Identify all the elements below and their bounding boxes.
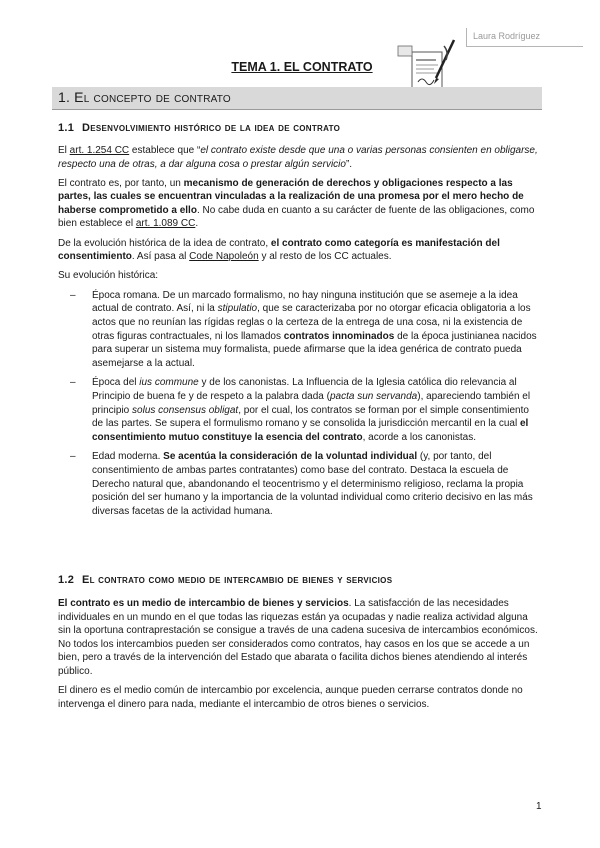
subsection-title: El contrato como medio de intercambio de bienes y servicios xyxy=(82,574,393,586)
paragraph: De la evolución histórica de la idea de contrato, el contrato como categoría es manifestación del consentimiento. Así pasa al Code Napoleón y al resto de los CC actuales. xyxy=(58,237,500,263)
law-reference-link[interactable]: art. 1.254 CC xyxy=(69,145,130,156)
section-header-bar xyxy=(52,87,542,110)
subsection-body xyxy=(58,597,542,717)
paragraph: Su evolución histórica: xyxy=(58,270,159,282)
law-reference-link[interactable]: art. 1.089 CC xyxy=(135,218,196,230)
subsection-body xyxy=(58,144,542,524)
document-signing-icon xyxy=(396,38,458,94)
subsection-heading xyxy=(58,122,340,134)
law-reference-link[interactable]: Code Napoleón xyxy=(189,251,259,263)
paragraph: El contrato es un medio de intercambio de bienes y servicios. La satisfacción de las necesidades individuales en un mundo en el que todas las riquezas están ya ocupadas y nadie realiza actividad alguna sin la oportuna contraprestación se consigue a través de una cadena sucesiva de intercambios económicos. No todos los intercambios pueden ser considerados como contratos, hay casos en los que se accede a un bien, pero a través de la intervención del Estado que abarata o facilita dichos bienes atendiendo al interés público. xyxy=(58,598,538,677)
author-header: Laura Rodríguez xyxy=(466,28,583,47)
history-list xyxy=(58,289,542,519)
subsection-title: Desenvolvimiento histórico de la idea de contrato xyxy=(82,122,341,134)
subsection-number: 1.2 xyxy=(58,574,75,586)
list-item: – Edad moderna. Se acentúa la consideración de la voluntad individual (y, por tanto, del consentimiento de ambas partes contratantes) como base del contrato. Destaca la escuela de Derecho natural que, abandonando el teocentrismo y el determinismo religioso, reclama la propia posición del ser humano y la importancia de la voluntad individual como criterio decisivo en las más diversas facetas de la actividad humana. xyxy=(70,451,533,517)
list-item: – Época del ius commune y de los canonistas. La Influencia de la Iglesia católica dio relevancia al Principio de buena fe y de respeto a la palabra dada (pacta sun servanda), apareciendo también el principio solus consensus obligat, por el cual, los contratos se forman por el simple consentimiento de las partes. Se supera el formulismo romano y se consolida la jurisdicción mercantil en la cual el consentimiento mutuo constituye la esencia del contrato, acorde a los canonistas. xyxy=(70,377,531,443)
page-number: 1 xyxy=(536,801,542,812)
paragraph: El art. 1.254 CC establece que “el contrato existe desde que una o varias personas consienten en obligarse, respecto una de otras, a dar alguna cosa o prestar algún servicio”. xyxy=(58,145,538,170)
document-title: TEMA 1. EL CONTRATO xyxy=(231,60,373,74)
subsection-heading xyxy=(58,574,392,586)
paragraph: El dinero es el medio común de intercambio por excelencia, aunque pueden cerrarse contratos donde no intervenga el dinero para nada, mediante el intercambio de otros bienes o servicios. xyxy=(58,685,523,710)
quoted-definition: el contrato existe desde que una o varias personas consienten en obligarse, respecto una de otras, a dar alguna cosa o prestar algún servicio xyxy=(58,145,538,170)
dash-bullet: – xyxy=(70,289,76,301)
list-item: – Época romana. De un marcado formalismo, no hay ninguna institución que se asemeje a la idea actual de contrato. Así, ni la stipulatio, que se caracterizaba por no otorgar eficacia obligatoria a los actos que no reunían las rígidas reglas o la certeza de la entrega de una cosa, ni la existencia de otras figuras contractuales, ni los llamados contratos innominados de la época justinianea nacidos para superar un sistema muy formalista, puede afirmarse que la idea genérica de contrato pueda asemejarse a la actual. xyxy=(70,289,537,369)
dash-bullet: – xyxy=(70,451,76,463)
section-title: 1. El concepto de contrato xyxy=(58,89,231,105)
paragraph: El contrato es, por tanto, un mecanismo de generación de derechos y obligaciones respecto a las partes, las cuales se encuentran vinculadas a la realización de una promesa por el mero hecho de haberse comprometido a ello. No cabe duda en cuanto a su carácter de fuente de las obligaciones, como bien establece el art. 1.089 CC. xyxy=(58,177,535,230)
subsection-number: 1.1 xyxy=(58,122,75,134)
dash-bullet: – xyxy=(70,377,76,389)
